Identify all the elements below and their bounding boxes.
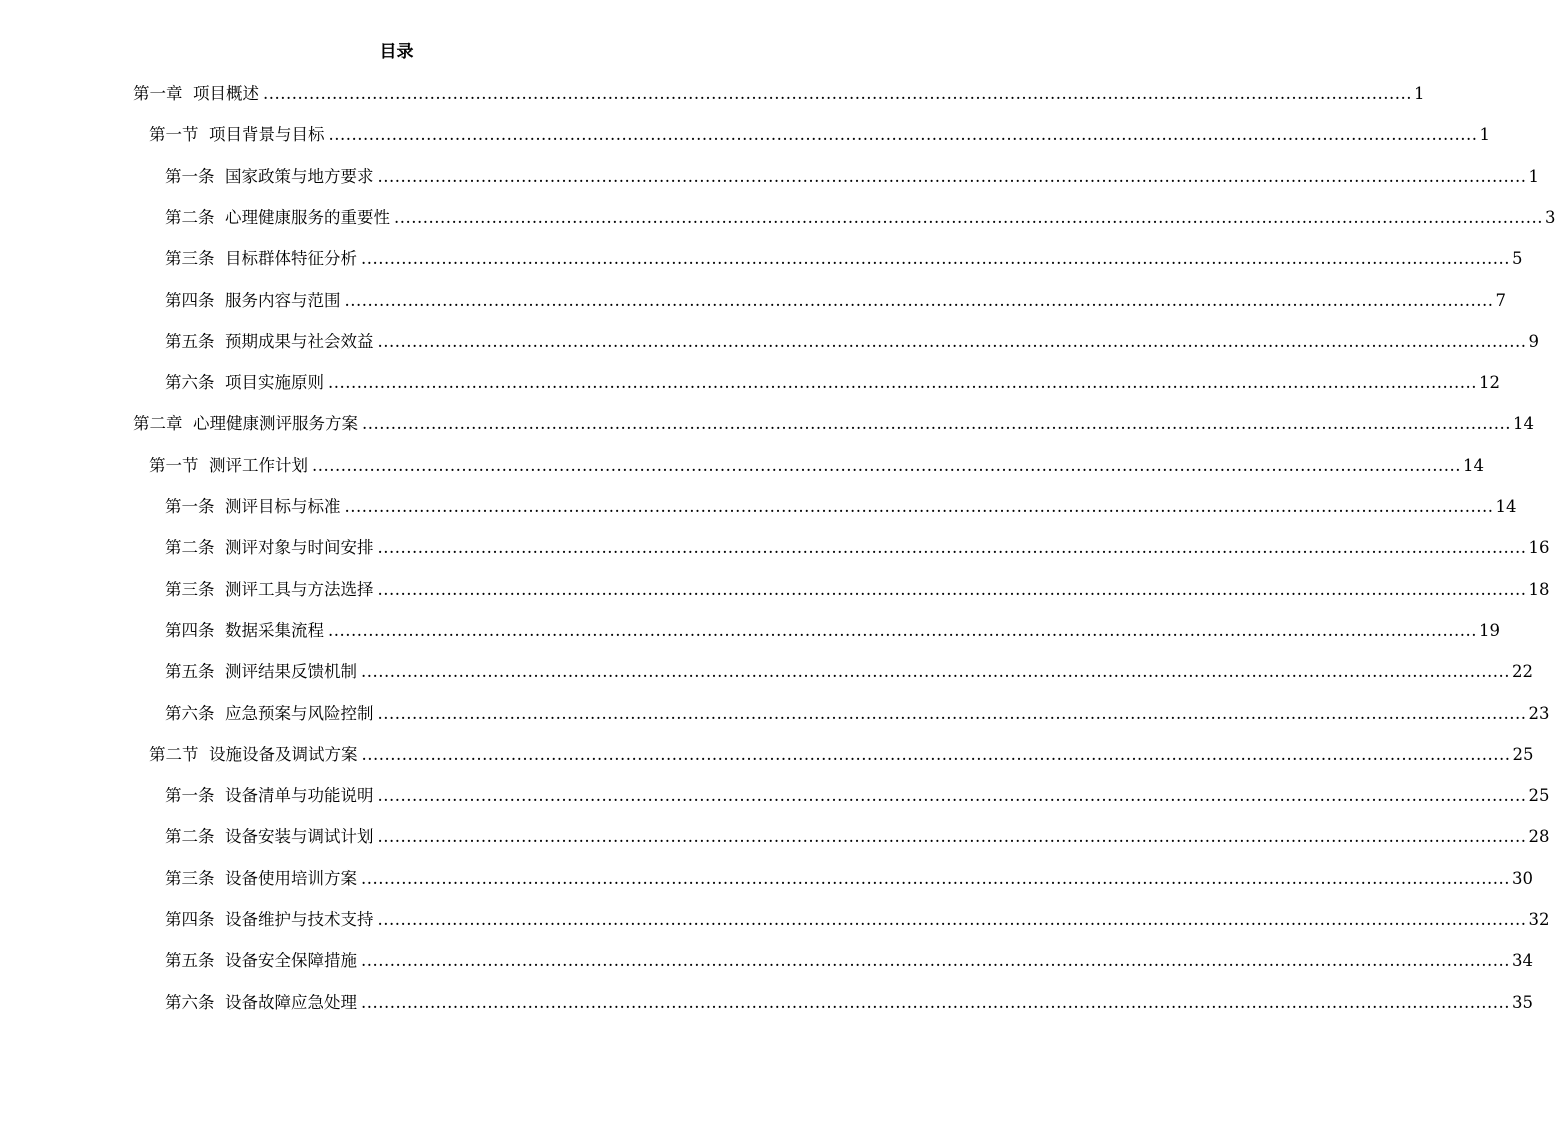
toc-page-number: 28 bbox=[1528, 827, 1550, 847]
toc-entry-gap bbox=[215, 164, 226, 190]
toc-entry-text: 项目背景与目标 bbox=[209, 125, 325, 145]
toc-leader-dots: ........................................................................................................................................................................................................ bbox=[377, 827, 1527, 847]
toc-leader-dots: ........................................................................................................................................................................................................ bbox=[377, 538, 1527, 558]
toc-entry-text: 项目概述 bbox=[193, 84, 259, 103]
toc-entry[interactable] bbox=[165, 246, 1523, 272]
toc-page-number: 5 bbox=[1511, 249, 1523, 269]
toc-entry-text: 数据采集流程 bbox=[225, 620, 324, 640]
toc-entry-label: 第一章 bbox=[133, 84, 183, 103]
toc-entry[interactable] bbox=[165, 205, 1555, 231]
toc-entry[interactable] bbox=[165, 866, 1533, 892]
toc-entry-gap bbox=[183, 81, 194, 107]
toc-page-number: 23 bbox=[1528, 703, 1550, 723]
toc-entry-text: 心理健康测评服务方案 bbox=[193, 414, 358, 434]
toc-entry-text: 测评工具与方法选择 bbox=[225, 579, 374, 599]
toc-page-number: 1 bbox=[1413, 84, 1425, 103]
toc-entry-gap bbox=[215, 618, 226, 644]
toc-leader-dots: ........................................................................................................................................................................................................ bbox=[344, 497, 1494, 516]
toc-entry-label: 第一条 bbox=[165, 786, 215, 806]
toc-title: 目录 bbox=[379, 42, 414, 62]
toc-page-number: 18 bbox=[1528, 579, 1550, 599]
toc-page-number: 9 bbox=[1528, 331, 1539, 351]
toc-entry-text: 应急预案与风险控制 bbox=[225, 703, 374, 723]
toc-leader-dots: ........................................................................................................................................................................................................ bbox=[377, 786, 1527, 806]
toc-entry-label: 第一节 bbox=[149, 455, 199, 475]
toc-page-number: 34 bbox=[1511, 951, 1533, 971]
toc-entry[interactable] bbox=[165, 783, 1550, 809]
toc-page-number: 16 bbox=[1528, 538, 1550, 558]
toc-leader-dots: ........................................................................................................................................................................................................ bbox=[377, 331, 1527, 351]
toc-entry-label: 第一节 bbox=[149, 125, 199, 145]
toc-entry-gap bbox=[215, 205, 226, 231]
toc-entry-text: 国家政策与地方要求 bbox=[225, 166, 374, 186]
toc-entry[interactable] bbox=[149, 453, 1484, 479]
toc-entry-text: 设备清单与功能说明 bbox=[225, 786, 374, 806]
toc-entry-gap bbox=[215, 288, 226, 314]
toc-leader-dots: ........................................................................................................................................................................................................ bbox=[361, 249, 1510, 269]
toc-entry[interactable] bbox=[165, 329, 1539, 355]
toc-page-number: 14 bbox=[1495, 497, 1517, 516]
toc-entry-label: 第四条 bbox=[165, 290, 215, 310]
toc-entry-label: 第三条 bbox=[165, 579, 215, 599]
toc-leader-dots: ........................................................................................................................................................................................................ bbox=[328, 620, 1477, 640]
toc-entry[interactable] bbox=[149, 742, 1534, 768]
toc-leader-dots: ........................................................................................................................................................................................................ bbox=[263, 84, 1412, 103]
toc-entry-text: 设备使用培训方案 bbox=[225, 868, 357, 888]
toc-entry-label: 第六条 bbox=[165, 373, 215, 393]
toc-entry[interactable] bbox=[165, 577, 1550, 603]
toc-entry-label: 第二条 bbox=[165, 207, 215, 227]
toc-leader-dots: ........................................................................................................................................................................................................ bbox=[328, 373, 1477, 393]
toc-entry-label: 第一条 bbox=[165, 166, 215, 186]
toc-leader-dots: ........................................................................................................................................................................................................ bbox=[377, 703, 1527, 723]
toc-entry[interactable] bbox=[165, 494, 1517, 520]
toc-entry[interactable] bbox=[165, 659, 1533, 685]
toc-page-number: 25 bbox=[1512, 744, 1534, 764]
toc-entry-text: 项目实施原则 bbox=[225, 373, 324, 393]
toc-page-number: 14 bbox=[1462, 455, 1484, 475]
toc-entry-label: 第一条 bbox=[165, 497, 215, 516]
toc-entry-text: 设备故障应急处理 bbox=[225, 992, 357, 1012]
toc-entry[interactable] bbox=[165, 701, 1550, 727]
toc-entry[interactable] bbox=[165, 370, 1500, 396]
toc-entry-label: 第六条 bbox=[165, 992, 215, 1012]
toc-entry-label: 第五条 bbox=[165, 662, 215, 682]
toc-entry[interactable] bbox=[165, 288, 1506, 314]
toc-entry-gap bbox=[215, 577, 226, 603]
toc-entry-gap bbox=[215, 659, 226, 685]
toc-entry-label: 第二章 bbox=[133, 414, 183, 434]
toc-page-number: 3 bbox=[1544, 207, 1555, 227]
toc-entry-gap bbox=[215, 494, 226, 520]
toc-entry-text: 心理健康服务的重要性 bbox=[225, 207, 390, 227]
toc-page-number: 7 bbox=[1495, 290, 1506, 310]
toc-page-number: 14 bbox=[1512, 414, 1534, 434]
toc-entry-gap bbox=[199, 453, 210, 479]
toc-page-number: 30 bbox=[1511, 868, 1533, 888]
toc-entry-label: 第五条 bbox=[165, 951, 215, 971]
toc-entry[interactable] bbox=[165, 535, 1550, 561]
toc-entry-label: 第四条 bbox=[165, 910, 215, 929]
toc-entry-text: 测评工作计划 bbox=[209, 455, 308, 475]
toc-entry-text: 预期成果与社会效益 bbox=[225, 331, 374, 351]
toc-page-number: 32 bbox=[1528, 910, 1550, 929]
toc-leader-dots: ........................................................................................................................................................................................................ bbox=[377, 910, 1527, 929]
toc-leader-dots: ........................................................................................................................................................................................................ bbox=[361, 868, 1510, 888]
toc-entry-gap bbox=[215, 329, 226, 355]
toc-entry-text: 目标群体特征分析 bbox=[225, 249, 357, 269]
toc-entry-label: 第二条 bbox=[165, 827, 215, 847]
toc-entry-gap bbox=[215, 370, 226, 396]
toc-page-number: 12 bbox=[1478, 373, 1500, 393]
toc-entry-text: 测评对象与时间安排 bbox=[225, 538, 374, 558]
toc-entry-text: 服务内容与范围 bbox=[225, 290, 341, 310]
toc-entry-label: 第二节 bbox=[149, 744, 199, 764]
toc-leader-dots: ........................................................................................................................................................................................................ bbox=[361, 992, 1510, 1012]
toc-leader-dots: ........................................................................................................................................................................................................ bbox=[344, 290, 1494, 310]
toc-entry-text: 设备安全保障措施 bbox=[225, 951, 357, 971]
toc-page-number: 1 bbox=[1528, 166, 1539, 186]
toc-leader-dots: ........................................................................................................................................................................................................ bbox=[312, 455, 1461, 475]
toc-entry-gap bbox=[199, 122, 210, 148]
toc-entry-label: 第二条 bbox=[165, 538, 215, 558]
toc-leader-dots: ........................................................................................................................................................................................................ bbox=[361, 744, 1511, 764]
toc-entry[interactable] bbox=[165, 907, 1550, 933]
toc-leader-dots: ........................................................................................................................................................................................................ bbox=[361, 951, 1510, 971]
toc-entry-gap bbox=[215, 701, 226, 727]
toc-page-number: 22 bbox=[1511, 662, 1533, 682]
toc-entry-gap bbox=[199, 742, 210, 768]
toc-entry-gap bbox=[215, 907, 226, 933]
toc-entry-text: 测评目标与标准 bbox=[225, 497, 341, 516]
toc-entry[interactable] bbox=[165, 990, 1533, 1016]
toc-entry-gap bbox=[215, 866, 226, 892]
toc-leader-dots: ........................................................................................................................................................................................................ bbox=[377, 579, 1527, 599]
toc-entry[interactable] bbox=[165, 824, 1550, 850]
toc-entry[interactable] bbox=[133, 81, 1425, 107]
toc-page-number: 1 bbox=[1479, 125, 1490, 145]
toc-page-number: 35 bbox=[1511, 992, 1533, 1012]
toc-entry-gap bbox=[215, 246, 226, 272]
toc-entry-label: 第四条 bbox=[165, 620, 215, 640]
toc-entry-label: 第六条 bbox=[165, 703, 215, 723]
toc-entry-gap bbox=[215, 783, 226, 809]
toc-entry-gap bbox=[215, 535, 226, 561]
toc-entry-gap bbox=[183, 411, 194, 437]
toc-entry-label: 第三条 bbox=[165, 249, 215, 269]
toc-entry[interactable] bbox=[165, 618, 1500, 644]
toc-entry-text: 设施设备及调试方案 bbox=[209, 744, 358, 764]
toc-entry-text: 测评结果反馈机制 bbox=[225, 662, 357, 682]
toc-leader-dots: ........................................................................................................................................................................................................ bbox=[328, 125, 1478, 145]
toc-entry[interactable] bbox=[133, 411, 1534, 437]
toc-entry-text: 设备维护与技术支持 bbox=[225, 910, 374, 929]
toc-leader-dots: ........................................................................................................................................................................................................ bbox=[362, 414, 1511, 434]
toc-page-number: 25 bbox=[1528, 786, 1550, 806]
toc-page-number: 19 bbox=[1478, 620, 1500, 640]
toc-entry[interactable] bbox=[149, 122, 1490, 148]
toc-entry[interactable] bbox=[165, 164, 1539, 190]
toc-entry[interactable] bbox=[165, 948, 1533, 974]
toc-entry-gap bbox=[215, 990, 226, 1016]
toc-entry-label: 第五条 bbox=[165, 331, 215, 351]
toc-leader-dots: ........................................................................................................................................................................................................ bbox=[361, 662, 1510, 682]
toc-entry-label: 第三条 bbox=[165, 868, 215, 888]
toc-entry-gap bbox=[215, 948, 226, 974]
toc-entry-text: 设备安装与调试计划 bbox=[225, 827, 374, 847]
toc-leader-dots: ........................................................................................................................................................................................................ bbox=[394, 207, 1543, 227]
toc-leader-dots: ........................................................................................................................................................................................................ bbox=[377, 166, 1527, 186]
toc-entry-gap bbox=[215, 824, 226, 850]
